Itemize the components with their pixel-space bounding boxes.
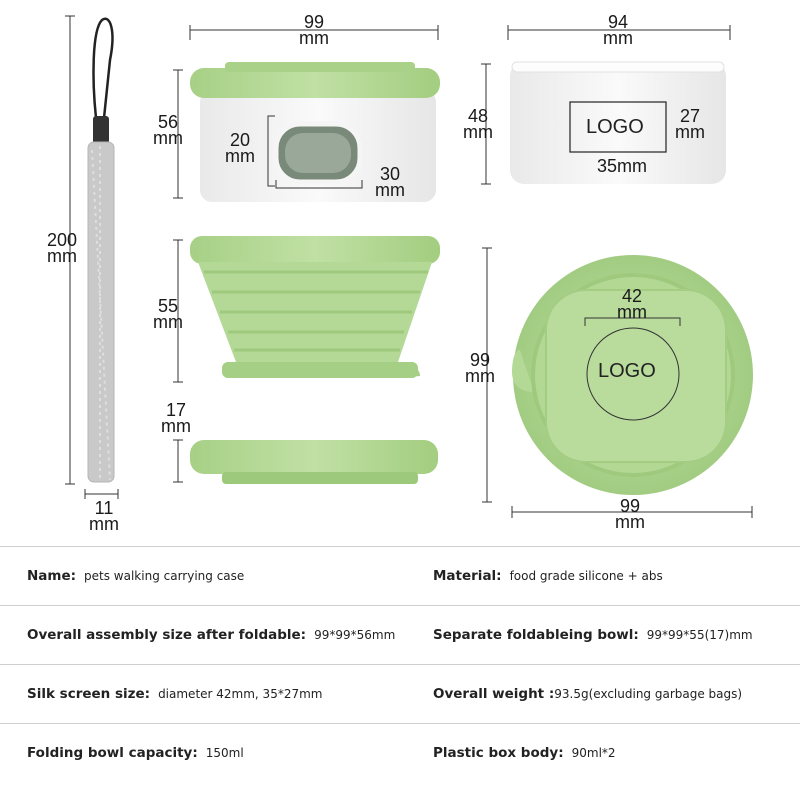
- spec-name: [27, 547, 244, 605]
- spec-label: Silk screen size:: [27, 686, 151, 702]
- top-view-height-label: 99 mm: [465, 350, 495, 386]
- spec-plastic-box: [433, 724, 616, 782]
- logo-rect-width-label: 35mm: [596, 156, 647, 176]
- logo-circle-diameter-label: 42 mm: [617, 286, 647, 322]
- spec-value: diameter 42mm, 35*27mm: [158, 687, 323, 701]
- logo-rect-label: LOGO: [586, 116, 644, 138]
- lid-height-label: 17 mm: [161, 400, 191, 436]
- spec-value: 150ml: [205, 746, 244, 760]
- spec-material: [433, 547, 663, 605]
- spec-label: Material:: [433, 568, 502, 584]
- window-height-label: 20 mm: [225, 130, 255, 166]
- spec-label: Overall assembly size after foldable:: [27, 627, 307, 643]
- spec-row: [0, 723, 800, 782]
- collapsible-bowl: [190, 236, 440, 378]
- spec-row: [0, 664, 800, 723]
- spec-value: 99*99*56mm: [314, 628, 396, 642]
- logo-circle-label: LOGO: [598, 360, 656, 382]
- spec-label: Overall weight :: [433, 686, 555, 702]
- bowl-lid: [190, 440, 438, 484]
- spec-label: Separate foldableing bowl:: [433, 627, 639, 643]
- spec-label: Plastic box body:: [433, 745, 564, 761]
- spec-silk-screen: [27, 665, 322, 723]
- spec-capacity: [27, 724, 244, 782]
- plastic-height-label: 48 mm: [463, 106, 493, 142]
- spec-row: [0, 605, 800, 664]
- spec-weight: [433, 665, 742, 723]
- box-height-label: 56 mm: [153, 112, 183, 148]
- logo-rect-height-label: 27 mm: [675, 106, 705, 142]
- spec-value: 99*99*55(17)mm: [646, 628, 753, 642]
- spec-label: Folding bowl capacity:: [27, 745, 198, 761]
- spec-row: [0, 546, 800, 605]
- spec-value: 90ml*2: [571, 746, 616, 760]
- lanyard: [88, 19, 114, 482]
- lanyard-length-label: 200 mm: [46, 230, 78, 266]
- bowl-dimension-lines: [173, 240, 183, 482]
- spec-value: pets walking carrying case: [84, 569, 245, 583]
- top-view-width-label: 99 mm: [615, 496, 645, 532]
- spec-value: 93.5g(excluding garbage bags): [554, 687, 743, 701]
- spec-value: food grade silicone + abs: [509, 569, 663, 583]
- spec-assembly-size: [27, 606, 395, 664]
- box-diameter-label: 99 mm: [299, 12, 329, 48]
- lanyard-width-label: 11 mm: [89, 498, 119, 534]
- spec-table: [0, 546, 800, 782]
- plastic-width-label: 94 mm: [603, 12, 633, 48]
- spec-bowl-size: [433, 606, 753, 664]
- bowl-height-label: 55 mm: [153, 296, 183, 332]
- window-width-label: 30 mm: [375, 164, 405, 200]
- spec-label: Name:: [27, 568, 77, 584]
